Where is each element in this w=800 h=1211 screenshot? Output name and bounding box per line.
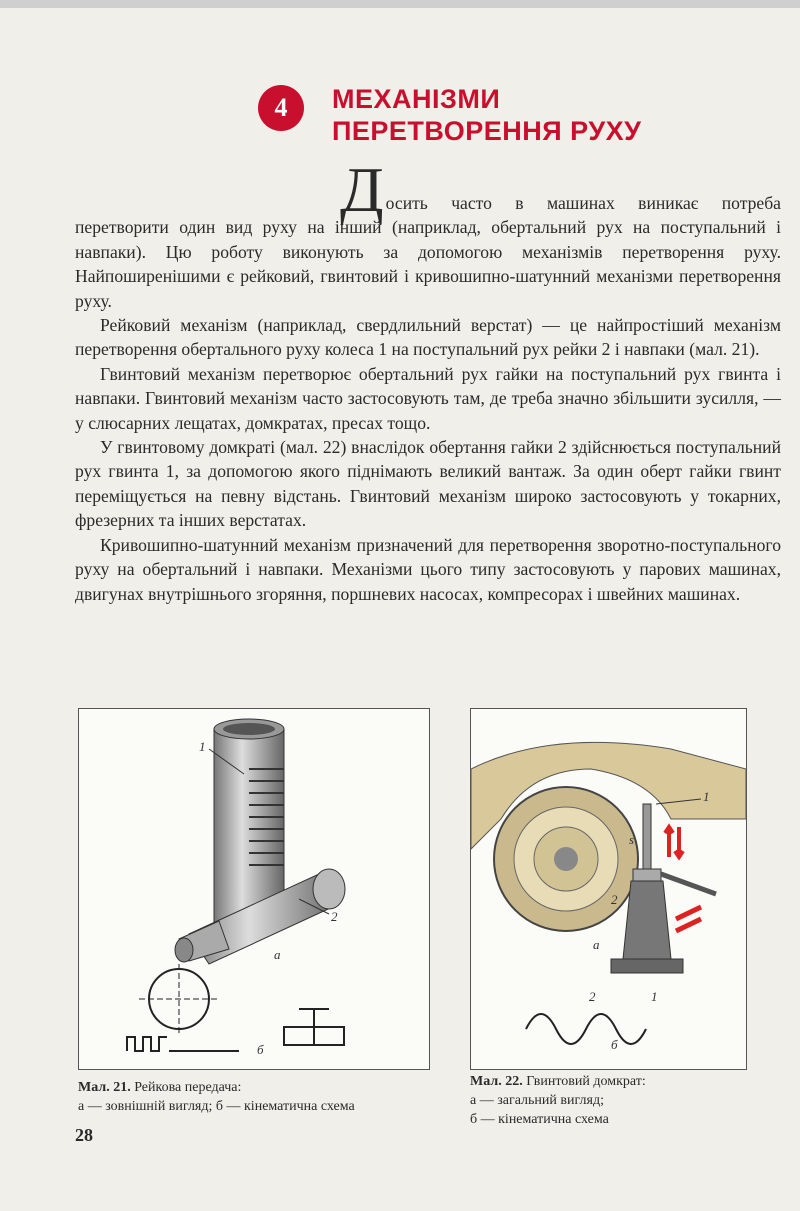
chapter-title-line2: ПЕРЕТВОРЕННЯ РУХУ: [332, 116, 642, 146]
label-schema-2: 2: [589, 989, 596, 1004]
label-view-a: а: [274, 947, 281, 962]
label-part-1: 1: [199, 739, 206, 754]
caption-line: а — загальний вигляд;: [470, 1093, 604, 1108]
figure-21-rack-gear: [78, 708, 430, 1070]
chapter-title-line1: МЕХАНІЗМИ: [332, 84, 501, 114]
screw-jack-illustration: [471, 709, 746, 1069]
figure-22-screw-jack: [470, 708, 747, 1070]
caption-line: а — зовнішній вигляд; б — кінематична схема: [78, 1099, 355, 1114]
body-text: [75, 154, 781, 606]
label-view-a: а: [593, 937, 600, 952]
paragraph: Кривошипно-шатунний механізм призначений для перетворення зворотно-поступального руху на обертальний і навпаки. Механізми цього типу застосовують у парових машинах, двигунах внутрішнього згоряння, поршневих насосах, компресорах і швейних машинах.: [75, 534, 781, 604]
rack-gear-illustration: [79, 709, 429, 1069]
caption-line: б — кінематична схема: [470, 1112, 609, 1127]
drop-cap: Д: [340, 154, 384, 225]
caption-title: Гвинтовий домкрат:: [526, 1074, 646, 1089]
label-screw-1: 1: [703, 789, 710, 804]
paragraph: Рейковий механізм (наприклад, свердлильний верстат) — це найпростіший механізм перетворення обертального руху колеса 1 на поступальний рух рейки 2 і навпаки (мал. 21).: [75, 315, 781, 360]
caption-number: Мал. 22.: [470, 1074, 523, 1089]
label-view-b: б: [611, 1037, 618, 1052]
caption-title: Рейкова передача:: [134, 1080, 242, 1095]
label-nut-2: 2: [611, 892, 618, 907]
scan-edge: [0, 0, 800, 8]
figure-21-caption: [78, 1078, 355, 1116]
caption-number: Мал. 21.: [78, 1080, 131, 1095]
chapter-number-badge: 4: [258, 85, 304, 131]
paragraph: У гвинтовому домкраті (мал. 22) внаслідок обертання гайки 2 здійснюється поступальний рух гвинта 1, за допомогою якого піднімають великий вантаж. За один оберт гайки гвинт переміщується на певну відстань. Гвинтовий механізм широко застосовують у токарних, фрезерних та інших верстатах.: [75, 437, 781, 531]
page-number: 28: [75, 1125, 93, 1145]
label-s: s: [629, 832, 635, 847]
paragraph: Гвинтовий механізм перетворює обертальний рух гайки на поступальний рух гвинта і навпаки. Гвинтовий механізм часто застосовують там, де треба значно збільшити зусилля, — у слюсарних лещатах, домкратах, пресах тощо.: [75, 363, 781, 433]
figure-22-caption: [470, 1072, 646, 1129]
chapter-title: [332, 83, 641, 147]
label-schema-1: 1: [651, 989, 658, 1004]
label-part-2: 2: [331, 909, 338, 924]
paragraph-text: осить часто в машинах виникає потреба перетворити один вид руху на інший (наприклад, обертальний рух на поступальний і навпаки). Цю роботу виконують за допомогою механізмів перетворення руху. Найпоширенішими є рейковий, гвинтовий і кривошипно-шатунний механізми перетворення руху.: [75, 193, 781, 311]
label-view-b: б: [257, 1042, 264, 1057]
paragraph: [75, 154, 781, 313]
